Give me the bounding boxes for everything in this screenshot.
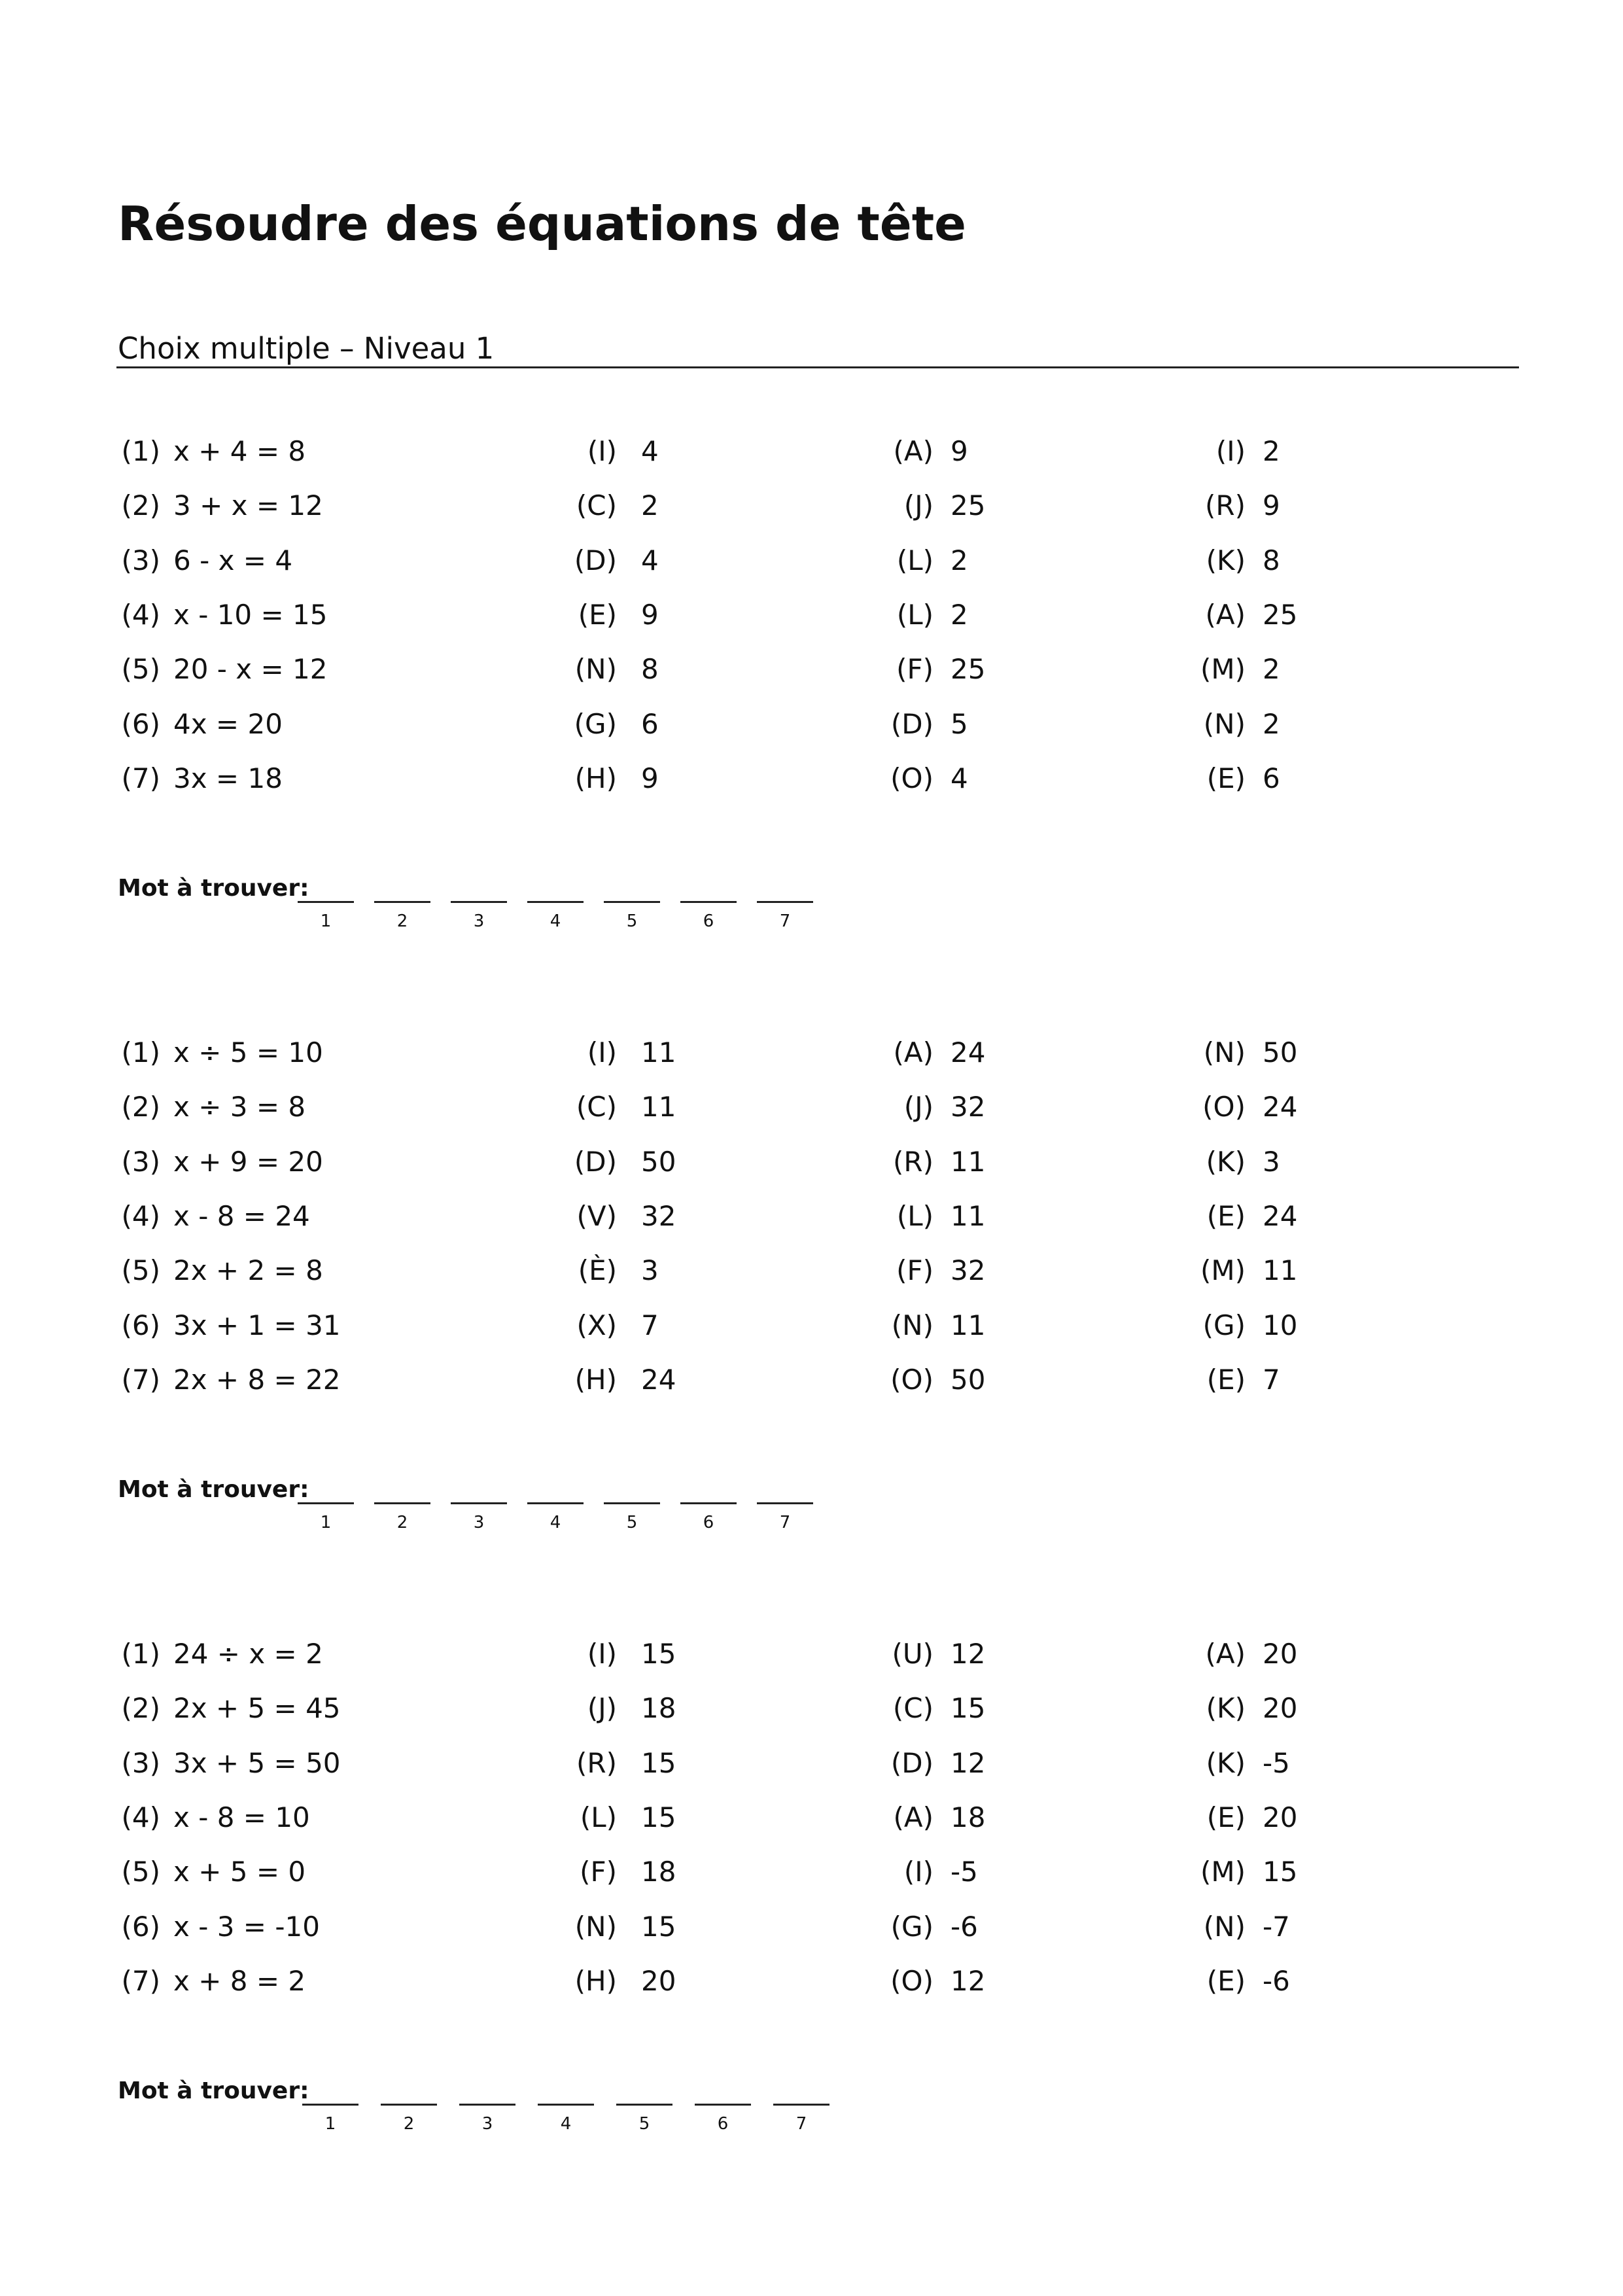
blank-line <box>298 901 354 903</box>
equation-number: (2) <box>121 1091 160 1123</box>
option-letter: (È) <box>578 1254 617 1286</box>
option-value: 4 <box>641 544 659 576</box>
equation-text: x - 8 = 24 <box>173 1200 310 1232</box>
equation-number: (1) <box>121 1638 160 1670</box>
option-value: -6 <box>951 1911 978 1943</box>
blank-line <box>604 901 660 903</box>
answer-blank[interactable] <box>680 1502 737 1542</box>
equation-row <box>0 435 1623 489</box>
option-letter: (L) <box>580 1801 617 1833</box>
option-value: 9 <box>641 762 659 794</box>
option-letter: (R) <box>893 1146 934 1178</box>
equation-text: 2x + 5 = 45 <box>173 1692 341 1724</box>
equation-row <box>0 762 1623 817</box>
option-value: 32 <box>951 1091 986 1123</box>
option-letter: (R) <box>576 1747 617 1779</box>
answer-blank[interactable] <box>604 1502 660 1542</box>
option-value: 50 <box>641 1146 676 1178</box>
option-value: 12 <box>951 1747 986 1779</box>
option-value: 2 <box>1263 653 1280 685</box>
equation-text: x - 10 = 15 <box>173 599 328 631</box>
option-letter: (A) <box>893 1036 934 1069</box>
page-title: Résoudre des équations de tête <box>118 196 966 251</box>
equation-row <box>0 653 1623 707</box>
equation-row <box>0 1254 1623 1309</box>
equation-number: (4) <box>121 1200 160 1232</box>
exercise-section <box>0 1638 1623 2135</box>
option-value: 8 <box>1263 544 1280 576</box>
option-value: 2 <box>1263 435 1280 467</box>
option-value: 7 <box>641 1309 659 1341</box>
option-letter: (N) <box>574 653 617 685</box>
blank-number: 1 <box>320 911 332 931</box>
answer-label: Mot à trouver: <box>118 2077 309 2104</box>
option-letter: (X) <box>576 1309 617 1341</box>
option-letter: (J) <box>587 1692 617 1724</box>
equation-number: (2) <box>121 1692 160 1724</box>
blank-number: 6 <box>703 1513 714 1532</box>
option-letter: (L) <box>896 1200 934 1232</box>
option-value: 11 <box>951 1309 986 1341</box>
equation-row <box>0 1091 1623 1145</box>
option-letter: (G) <box>890 1911 934 1943</box>
option-letter: (N) <box>891 1309 934 1341</box>
page-subtitle: Choix multiple – Niveau 1 <box>118 331 495 366</box>
equation-number: (3) <box>121 1146 160 1178</box>
option-letter: (H) <box>574 1965 617 1997</box>
equation-number: (1) <box>121 435 160 467</box>
option-value: 8 <box>641 653 659 685</box>
blank-line <box>538 2104 594 2106</box>
option-value: 4 <box>951 762 968 794</box>
blank-line <box>451 1502 507 1504</box>
answer-blank[interactable] <box>451 1502 507 1542</box>
blank-number: 5 <box>638 2114 650 2134</box>
option-value: 15 <box>641 1911 676 1943</box>
option-letter: (O) <box>890 762 934 794</box>
blank-number: 2 <box>403 2114 415 2134</box>
option-value: 25 <box>951 489 986 521</box>
answer-blank[interactable] <box>695 2104 751 2143</box>
option-value: 9 <box>1263 489 1280 521</box>
blank-line <box>604 1502 660 1504</box>
option-value: 18 <box>641 1692 676 1724</box>
equation-row <box>0 1747 1623 1801</box>
answer-blank[interactable] <box>757 901 813 940</box>
equation-text: 3x + 5 = 50 <box>173 1747 341 1779</box>
option-letter: (M) <box>1200 653 1246 685</box>
equation-number: (3) <box>121 544 160 576</box>
exercise-section <box>0 435 1623 932</box>
equation-text: 3 + x = 12 <box>173 489 323 521</box>
blank-line <box>298 1502 354 1504</box>
option-letter: (K) <box>1206 1692 1246 1724</box>
option-letter: (K) <box>1206 1146 1246 1178</box>
answer-blank[interactable] <box>527 1502 584 1542</box>
option-value: 11 <box>641 1091 676 1123</box>
option-value: 24 <box>951 1036 986 1069</box>
option-value: 20 <box>1263 1692 1298 1724</box>
answer-blank[interactable] <box>604 901 660 940</box>
equation-text: 2x + 2 = 8 <box>173 1254 323 1286</box>
equation-number: (5) <box>121 653 160 685</box>
option-value: 4 <box>641 435 659 467</box>
blank-line <box>451 901 507 903</box>
answer-word-area <box>118 875 1034 934</box>
subtitle-divider <box>116 366 1519 368</box>
option-letter: (E) <box>1206 1364 1246 1396</box>
option-letter: (D) <box>574 1146 617 1178</box>
equation-number: (5) <box>121 1254 160 1286</box>
option-value: 32 <box>641 1200 676 1232</box>
option-value: -5 <box>951 1856 978 1888</box>
option-letter: (C) <box>576 1091 617 1123</box>
option-letter: (J) <box>903 1091 934 1123</box>
blank-line <box>695 2104 751 2106</box>
answer-blank[interactable] <box>302 2104 358 2143</box>
blank-line <box>757 901 813 903</box>
answer-blank[interactable] <box>374 901 430 940</box>
option-value: 2 <box>1263 708 1280 740</box>
equation-text: x + 9 = 20 <box>173 1146 323 1178</box>
option-letter: (N) <box>1203 708 1246 740</box>
option-value: 9 <box>641 599 659 631</box>
equation-number: (4) <box>121 599 160 631</box>
equation-text: x ÷ 3 = 8 <box>173 1091 306 1123</box>
option-letter: (E) <box>1206 762 1246 794</box>
option-letter: (N) <box>1203 1911 1246 1943</box>
option-letter: (C) <box>576 489 617 521</box>
option-letter: (I) <box>587 1638 617 1670</box>
option-letter: (D) <box>574 544 617 576</box>
answer-blank[interactable] <box>451 901 507 940</box>
answer-word-area <box>118 1476 1034 1535</box>
blank-number: 1 <box>320 1513 332 1532</box>
blank-number: 3 <box>473 911 485 931</box>
blank-line <box>527 1502 584 1504</box>
equation-text: 3x + 1 = 31 <box>173 1309 341 1341</box>
option-letter: (L) <box>896 544 934 576</box>
option-letter: (I) <box>1215 435 1246 467</box>
equation-number: (4) <box>121 1801 160 1833</box>
option-letter: (J) <box>903 489 934 521</box>
equation-row <box>0 1146 1623 1200</box>
option-value: -7 <box>1263 1911 1290 1943</box>
blank-line <box>459 2104 515 2106</box>
option-value: 15 <box>641 1638 676 1670</box>
blank-number: 5 <box>626 1513 638 1532</box>
equation-row <box>0 1036 1623 1091</box>
answer-blank[interactable] <box>773 2104 829 2143</box>
blank-line <box>527 901 584 903</box>
option-letter: (D) <box>890 708 934 740</box>
answer-blank[interactable] <box>538 2104 594 2143</box>
equation-text: x - 3 = -10 <box>173 1911 320 1943</box>
equation-row <box>0 544 1623 599</box>
option-value: 50 <box>951 1364 986 1396</box>
option-letter: (U) <box>892 1638 934 1670</box>
equation-text: 20 - x = 12 <box>173 653 328 685</box>
blank-line <box>302 2104 358 2106</box>
blank-number: 7 <box>779 911 791 931</box>
option-letter: (I) <box>587 435 617 467</box>
option-value: 25 <box>1263 599 1298 631</box>
answer-blank[interactable] <box>527 901 584 940</box>
blank-number: 4 <box>550 911 561 931</box>
equation-row <box>0 1856 1623 1910</box>
option-letter: (E) <box>578 599 617 631</box>
option-letter: (M) <box>1200 1254 1246 1286</box>
option-value: 5 <box>951 708 968 740</box>
option-letter: (O) <box>890 1965 934 1997</box>
option-value: 15 <box>1263 1856 1298 1888</box>
equation-text: 2x + 8 = 22 <box>173 1364 341 1396</box>
equation-text: 3x = 18 <box>173 762 283 794</box>
blank-number: 3 <box>481 2114 493 2134</box>
option-value: 20 <box>1263 1638 1298 1670</box>
option-value: 11 <box>951 1146 986 1178</box>
option-value: 25 <box>951 653 986 685</box>
equation-row <box>0 1364 1623 1418</box>
option-letter: (E) <box>1206 1801 1246 1833</box>
option-value: 24 <box>641 1364 676 1396</box>
option-value: 10 <box>1263 1309 1298 1341</box>
option-value: 2 <box>641 489 659 521</box>
blank-line <box>680 1502 737 1504</box>
answer-label: Mot à trouver: <box>118 1476 309 1503</box>
blank-number: 1 <box>324 2114 336 2134</box>
option-letter: (H) <box>574 762 617 794</box>
option-value: -5 <box>1263 1747 1290 1779</box>
blank-number: 6 <box>703 911 714 931</box>
blank-number: 6 <box>717 2114 729 2134</box>
equation-row <box>0 1200 1623 1254</box>
equation-row <box>0 599 1623 653</box>
option-value: 24 <box>1263 1091 1298 1123</box>
equation-number: (5) <box>121 1856 160 1888</box>
option-letter: (R) <box>1205 489 1246 521</box>
equation-row <box>0 1801 1623 1856</box>
blank-line <box>374 901 430 903</box>
equation-number: (7) <box>121 1364 160 1396</box>
option-letter: (O) <box>1202 1091 1246 1123</box>
equation-text: x + 5 = 0 <box>173 1856 306 1888</box>
blank-line <box>381 2104 437 2106</box>
equation-text: 24 ÷ x = 2 <box>173 1638 323 1670</box>
blank-number: 7 <box>795 2114 807 2134</box>
equation-text: 4x = 20 <box>173 708 283 740</box>
option-letter: (M) <box>1200 1856 1246 1888</box>
option-letter: (A) <box>1205 599 1246 631</box>
answer-blank[interactable] <box>680 901 737 940</box>
option-value: 3 <box>1263 1146 1280 1178</box>
option-value: 50 <box>1263 1036 1298 1069</box>
equation-number: (7) <box>121 1965 160 1997</box>
option-value: -6 <box>1263 1965 1290 1997</box>
option-letter: (D) <box>890 1747 934 1779</box>
equation-number: (2) <box>121 489 160 521</box>
blank-number: 2 <box>396 911 408 931</box>
option-value: 12 <box>951 1638 986 1670</box>
answer-blank[interactable] <box>374 1502 430 1542</box>
equation-row <box>0 489 1623 544</box>
equation-row <box>0 708 1623 762</box>
option-value: 2 <box>951 544 968 576</box>
option-letter: (E) <box>1206 1200 1246 1232</box>
blank-line <box>680 901 737 903</box>
option-letter: (E) <box>1206 1965 1246 1997</box>
option-value: 15 <box>641 1801 676 1833</box>
equation-number: (6) <box>121 1911 160 1943</box>
equation-row <box>0 1309 1623 1364</box>
equation-number: (6) <box>121 1309 160 1341</box>
option-letter: (L) <box>896 599 934 631</box>
answer-blank[interactable] <box>459 2104 515 2143</box>
option-value: 9 <box>951 435 968 467</box>
option-value: 3 <box>641 1254 659 1286</box>
answer-word-area <box>118 2077 1034 2136</box>
equation-row <box>0 1692 1623 1746</box>
option-value: 20 <box>1263 1801 1298 1833</box>
option-value: 2 <box>951 599 968 631</box>
equation-text: x + 4 = 8 <box>173 435 306 467</box>
answer-blank[interactable] <box>757 1502 813 1542</box>
option-letter: (G) <box>1202 1309 1246 1341</box>
blank-number: 7 <box>779 1513 791 1532</box>
answer-blank[interactable] <box>616 2104 672 2143</box>
equation-number: (3) <box>121 1747 160 1779</box>
equation-number: (7) <box>121 762 160 794</box>
option-value: 6 <box>1263 762 1280 794</box>
option-value: 6 <box>641 708 659 740</box>
equation-text: x + 8 = 2 <box>173 1965 306 1997</box>
option-value: 20 <box>641 1965 676 1997</box>
blank-number: 4 <box>560 2114 572 2134</box>
blank-line <box>757 1502 813 1504</box>
option-letter: (V) <box>576 1200 617 1232</box>
option-value: 15 <box>641 1747 676 1779</box>
option-letter: (I) <box>587 1036 617 1069</box>
blank-line <box>374 1502 430 1504</box>
option-letter: (F) <box>896 653 934 685</box>
answer-blank[interactable] <box>298 1502 354 1542</box>
option-letter: (G) <box>574 708 617 740</box>
blank-line <box>773 2104 829 2106</box>
option-value: 7 <box>1263 1364 1280 1396</box>
option-letter: (I) <box>903 1856 934 1888</box>
blank-number: 4 <box>550 1513 561 1532</box>
answer-label: Mot à trouver: <box>118 875 309 902</box>
equation-number: (6) <box>121 708 160 740</box>
option-letter: (N) <box>1203 1036 1246 1069</box>
option-letter: (F) <box>896 1254 934 1286</box>
option-letter: (K) <box>1206 544 1246 576</box>
option-letter: (K) <box>1206 1747 1246 1779</box>
option-value: 24 <box>1263 1200 1298 1232</box>
option-value: 18 <box>951 1801 986 1833</box>
equation-text: 6 - x = 4 <box>173 544 293 576</box>
option-value: 32 <box>951 1254 986 1286</box>
option-value: 11 <box>641 1036 676 1069</box>
option-value: 11 <box>1263 1254 1298 1286</box>
blank-number: 2 <box>396 1513 408 1532</box>
equation-row <box>0 1911 1623 1965</box>
equation-text: x - 8 = 10 <box>173 1801 310 1833</box>
answer-blank[interactable] <box>381 2104 437 2143</box>
answer-blank[interactable] <box>298 901 354 940</box>
equation-text: x ÷ 5 = 10 <box>173 1036 323 1069</box>
blank-number: 5 <box>626 911 638 931</box>
option-letter: (O) <box>890 1364 934 1396</box>
option-value: 18 <box>641 1856 676 1888</box>
option-letter: (A) <box>1205 1638 1246 1670</box>
exercise-section <box>0 1036 1623 1534</box>
option-value: 15 <box>951 1692 986 1724</box>
option-letter: (H) <box>574 1364 617 1396</box>
option-letter: (C) <box>892 1692 934 1724</box>
blank-number: 3 <box>473 1513 485 1532</box>
equation-row <box>0 1638 1623 1692</box>
equation-number: (1) <box>121 1036 160 1069</box>
option-letter: (A) <box>893 435 934 467</box>
equation-row <box>0 1965 1623 2019</box>
option-value: 11 <box>951 1200 986 1232</box>
option-letter: (F) <box>580 1856 617 1888</box>
blank-line <box>616 2104 672 2106</box>
option-value: 12 <box>951 1965 986 1997</box>
option-letter: (N) <box>574 1911 617 1943</box>
option-letter: (A) <box>893 1801 934 1833</box>
